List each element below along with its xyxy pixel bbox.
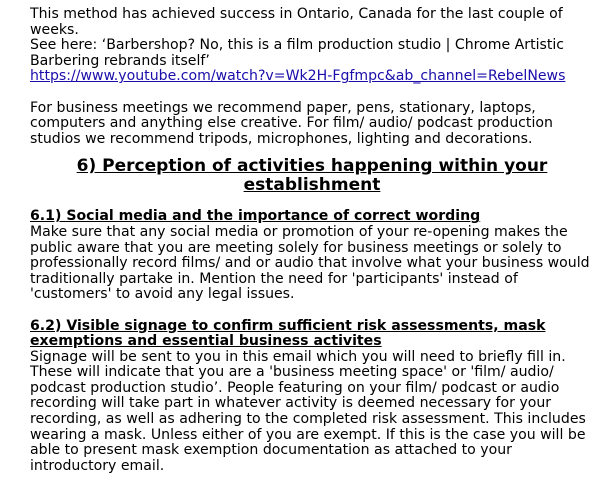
section-6-heading (30, 157, 576, 195)
text-line: computers and anything else creative. For film/ audio/ podcast production (30, 115, 553, 132)
text-line: able to present mask exemption documentation as attached to your (30, 442, 512, 459)
paragraph-spacer (30, 303, 576, 319)
text-line: Make sure that any social media or promotion of your re-opening makes the (30, 223, 568, 240)
text-line: recording will take part in whatever activity is deemed necessary for your (30, 395, 552, 412)
text-line: recording, as well as adhering to the completed risk assessment. This includes (30, 411, 586, 428)
equipment-paragraph (30, 101, 576, 148)
text-line: For business meetings we recommend paper, pens, stationary, laptops, (30, 99, 536, 116)
section-6-1 (30, 208, 590, 303)
paragraph-spacer (30, 85, 576, 101)
text-line: weeks. (30, 21, 79, 38)
section-6-1-heading: 6.1) Social media and the importance of correct wording (30, 208, 481, 225)
youtube-link[interactable]: https://www.youtube.com/watch?v=Wk2H-Fgfmpc&ab_channel=RebelNews (30, 68, 566, 85)
paragraph-spacer (30, 195, 576, 209)
intro-paragraph (30, 7, 576, 85)
section-6-2-heading: exemptions and essential business activites (30, 333, 382, 350)
text-line: professionally record films/ and or audio that involve what your business would (30, 255, 590, 272)
text-line: studios we recommend tripods, microphones, lighting and decorations. (30, 130, 533, 147)
text-line: public aware that you are meeting solely for business meetings or solely to (30, 239, 562, 256)
text-line: Barbering rebrands itself’ (30, 52, 210, 69)
section-6-2 (30, 317, 586, 475)
text-line: introductory email. (30, 457, 165, 474)
heading-line: establishment (243, 175, 381, 196)
text-line: 'customers' to avoid any legal issues. (30, 286, 295, 303)
text-line: traditionally partake in. Mention the need for 'participants' instead of (30, 270, 518, 287)
text-line: podcast production studio’. People featuring on your film/ podcast or audio (30, 379, 560, 396)
text-line: Signage will be sent to you in this email which you will need to briefly fill in. (30, 348, 566, 365)
section-6-2-heading: 6.2) Visible signage to confirm sufficient risk assessments, mask (30, 317, 546, 334)
text-line: This method has achieved success in Ontario, Canada for the last couple of (30, 6, 563, 22)
text-line: These will indicate that you are a 'business meeting space' or 'film/ audio/ (30, 364, 554, 381)
text-line: See here: ‘Barbershop? No, this is a film production studio | Chrome Artistic (30, 37, 565, 54)
heading-line: 6) Perception of activities happening within your (76, 156, 548, 177)
text-line: wearing a mask. Unless either of you are exempt. If this is the case you will be (30, 426, 586, 443)
